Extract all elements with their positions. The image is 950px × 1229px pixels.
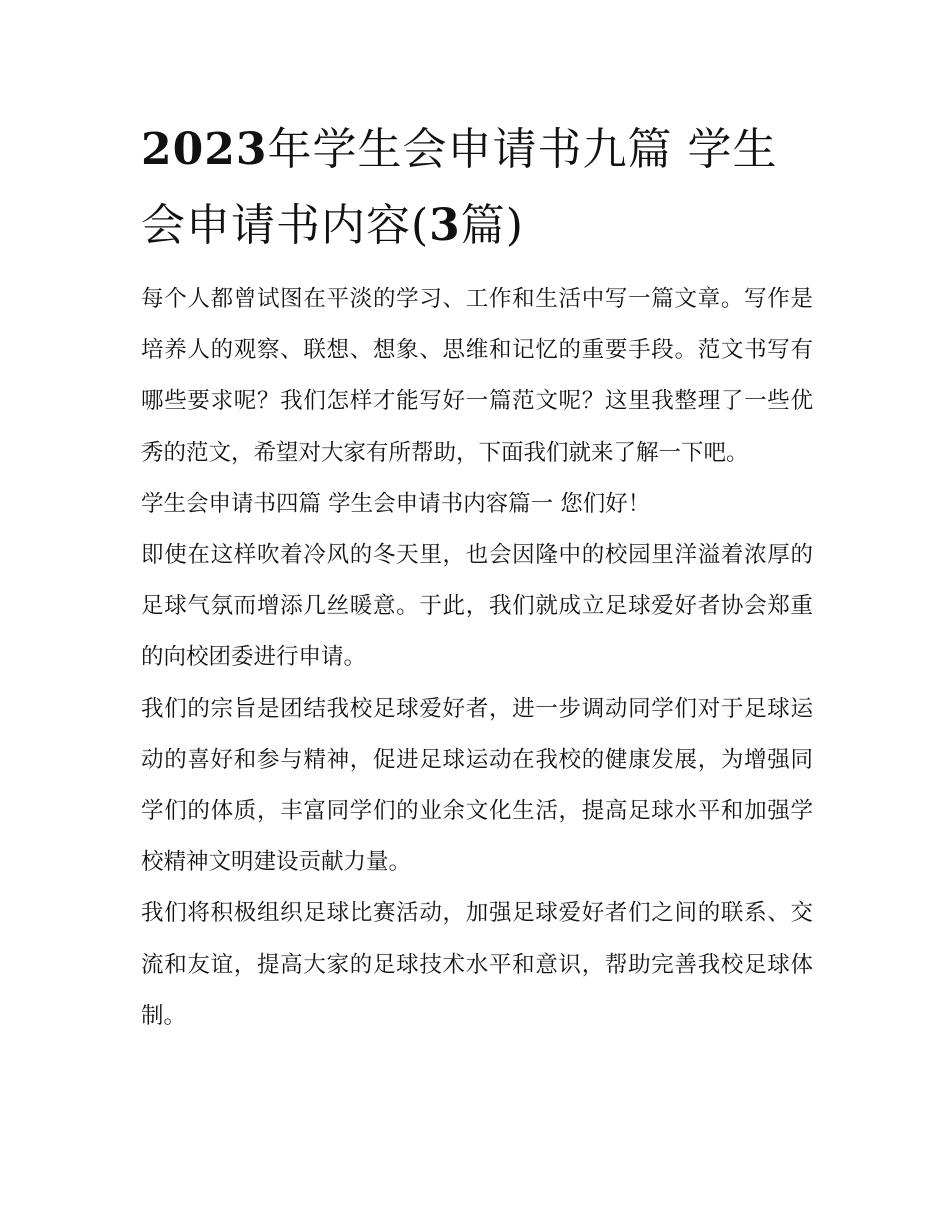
title-suffix: 篇)	[460, 200, 524, 251]
title-count: 3	[429, 200, 461, 251]
body-paragraph-3: 我们将积极组织足球比赛活动，加强足球爱好者们之间的联系、交流和友谊，提高大家的足球技术水平和意识，帮助完善我校足球体制。	[141, 900, 813, 1029]
document-title	[141, 112, 813, 264]
document-body	[141, 274, 813, 1042]
title-text: 年学生会申请书九篇 学生会申请书内容(	[141, 124, 778, 251]
title-year: 2023	[141, 124, 268, 175]
intro-paragraph: 每个人都曾试图在平淡的学习、工作和生活中写一篇文章。写作是培养人的观察、联想、想象、思维和记忆的重要手段。范文书写有哪些要求呢？我们怎样才能写好一篇范文呢？这里我整理了一些优秀的范文，希望对大家有所帮助，下面我们就来了解一下吧。	[141, 286, 813, 466]
document-page	[141, 112, 813, 1042]
body-paragraph-1: 即使在这样吹着冷风的冬天里，也会因隆中的校园里洋溢着浓厚的足球气氛而增添几丝暖意。于此，我们就成立足球爱好者协会郑重的向校团委进行申请。	[141, 542, 813, 671]
body-paragraph-2: 我们的宗旨是团结我校足球爱好者，进一步调动同学们对于足球运动的喜好和参与精神，促进足球运动在我校的健康发展，为增强同学们的体质，丰富同学们的业余文化生活，提高足球水平和加强学校精神文明建设贡献力量。	[141, 695, 813, 876]
greeting-paragraph: 学生会申请书四篇 学生会申请书内容篇一 您们好！	[141, 490, 651, 517]
